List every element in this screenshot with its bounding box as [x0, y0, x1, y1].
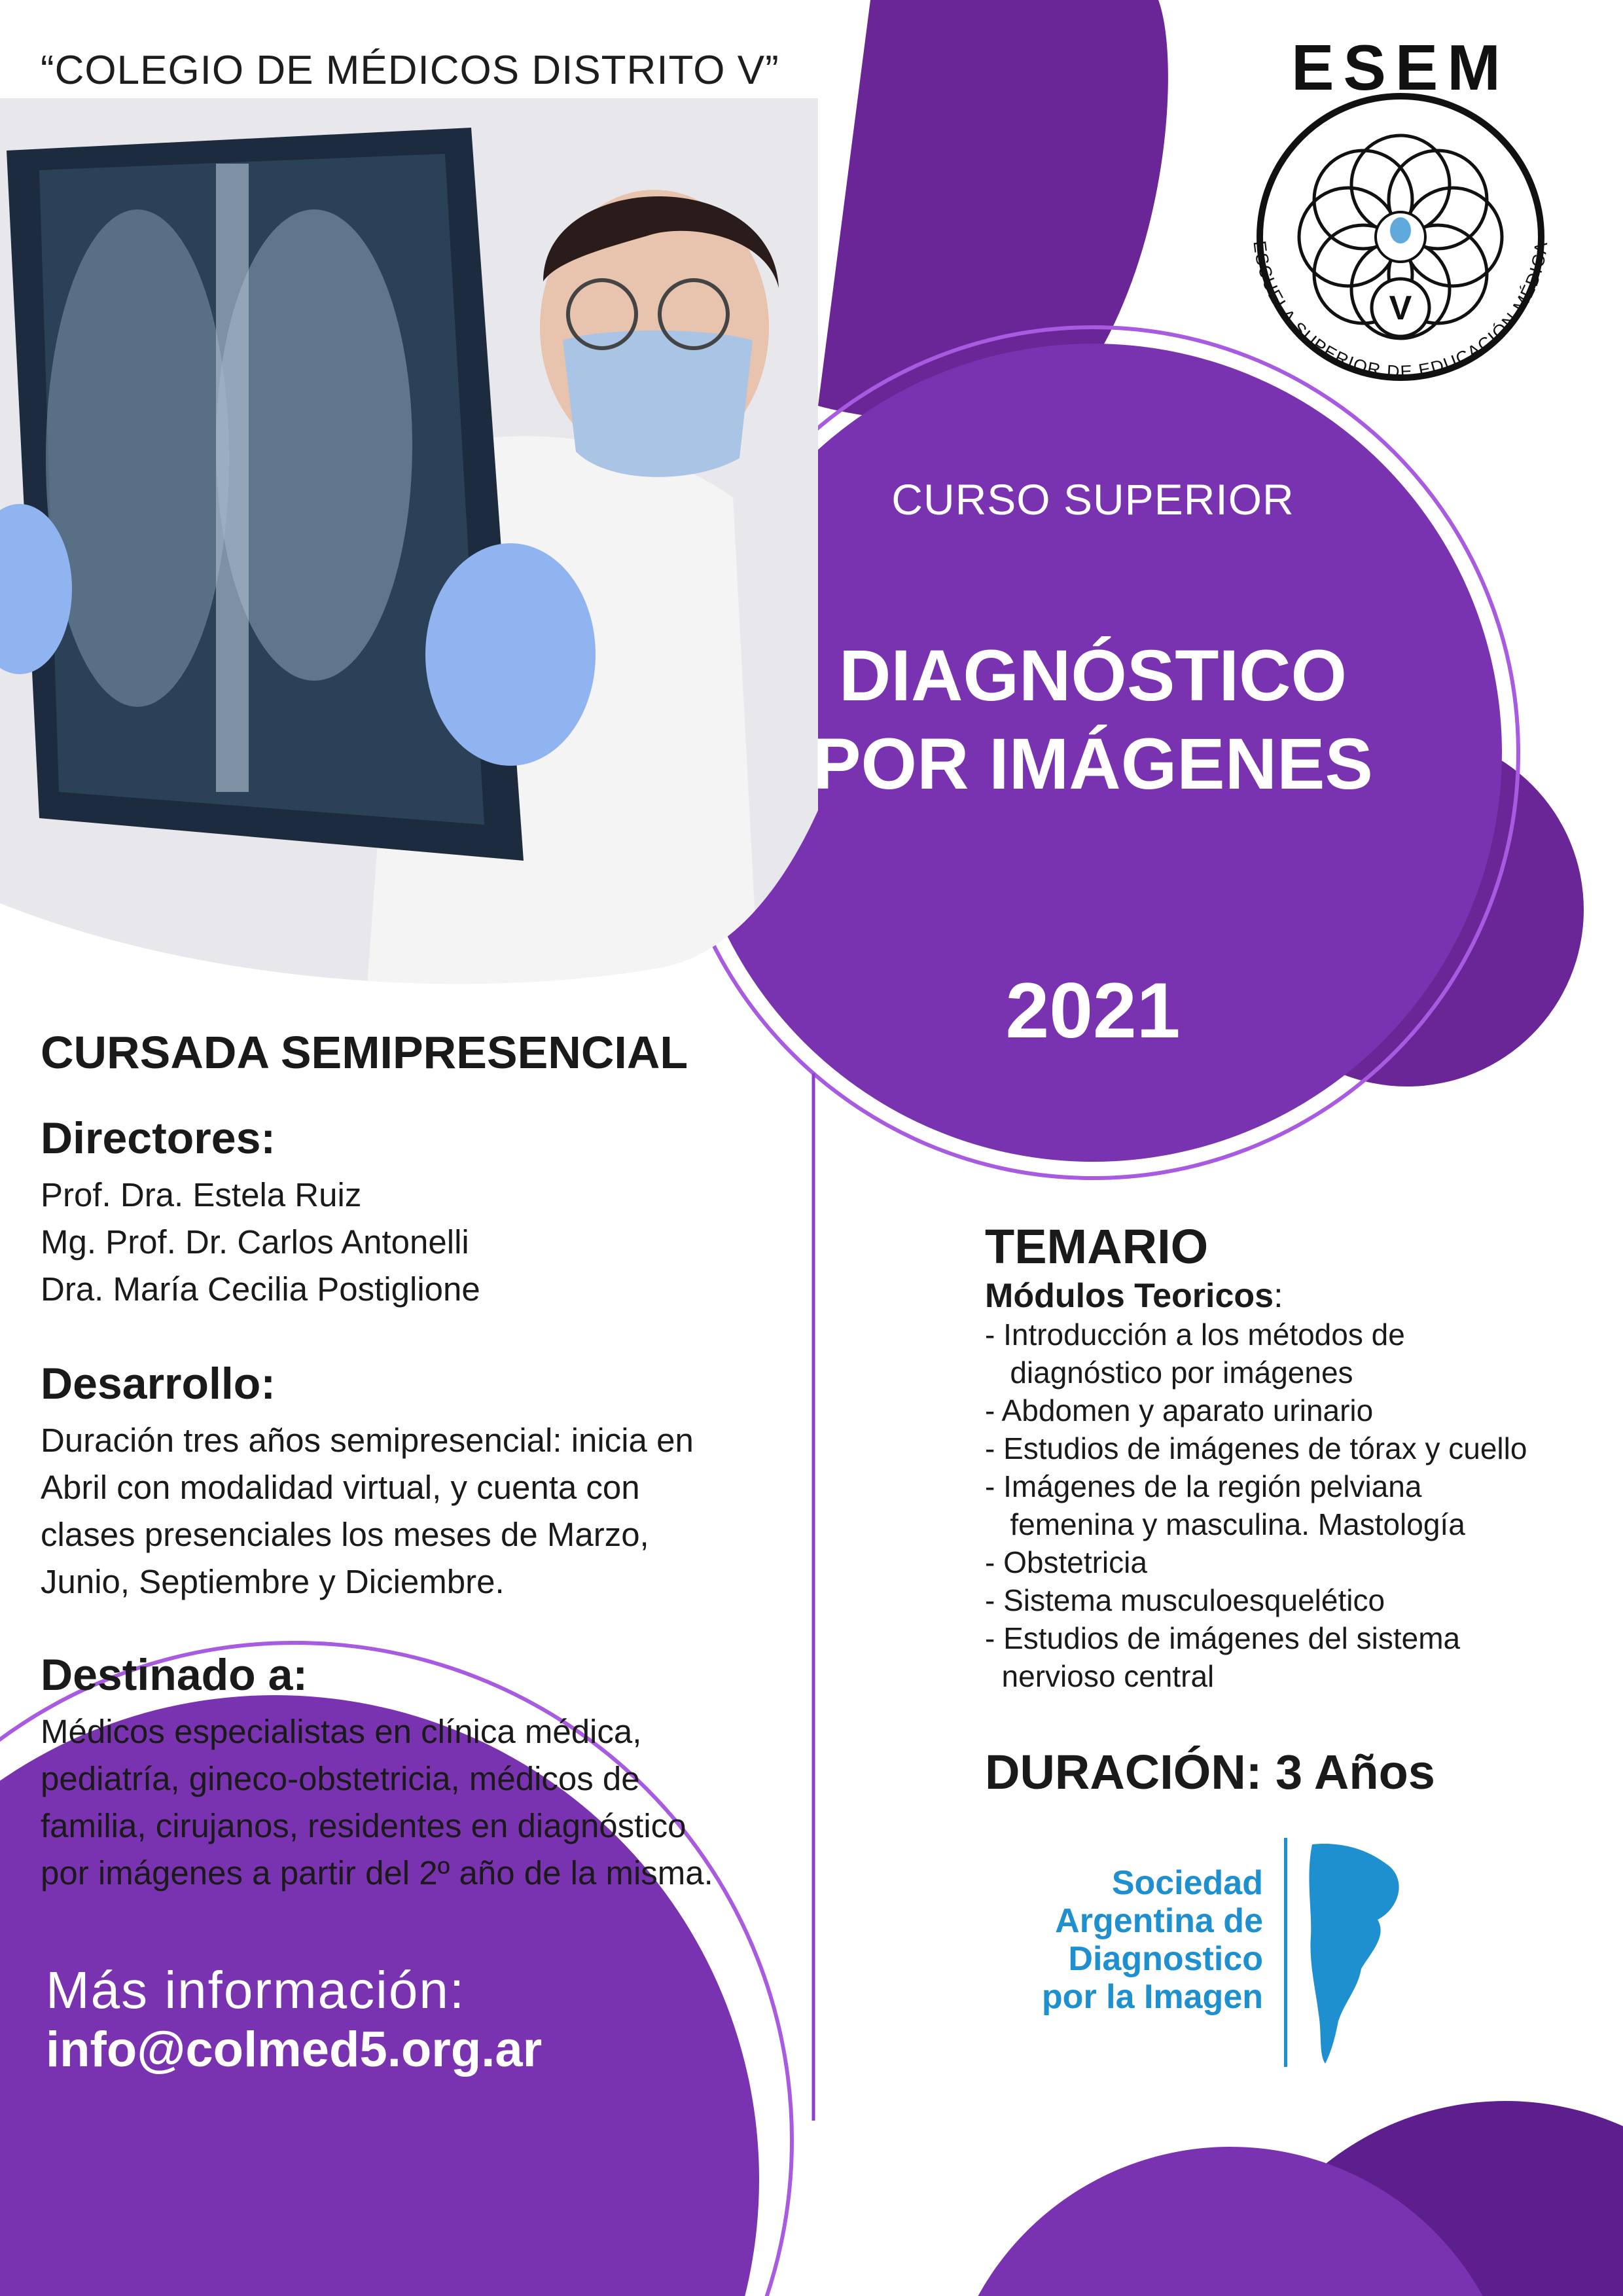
temario-item: - Sistema musculoesquelético	[985, 1583, 1385, 1617]
directores-list	[41, 1172, 793, 1313]
modulos-subheading-colon: :	[1274, 1277, 1283, 1315]
destinado-line: familia, cirujanos, residentes en diagnóstico	[41, 1807, 687, 1844]
desarrollo-heading: Desarrollo:	[41, 1359, 276, 1408]
esem-acronym: ESEM	[1291, 34, 1510, 103]
sadi-line-text: Argentina de	[1055, 1902, 1263, 1940]
temario-item: - Abdomen y aparato urinario	[985, 1393, 1374, 1427]
desarrollo-line: Duración tres años semipresencial: inicia en	[41, 1422, 694, 1459]
sadi-line-text: Diagnostico	[1068, 1940, 1263, 1978]
temario-heading: TEMARIO	[985, 1219, 1209, 1274]
temario-item: - Estudios de imágenes del sistema	[985, 1621, 1461, 1655]
modulos-subheading	[985, 1276, 1587, 1316]
sadi-line-text: por la Imagen	[1041, 1978, 1263, 2016]
esem-full-name: ESCUELA SUPERIOR DE EDUCACIÓN MÉDICA	[1249, 240, 1552, 382]
esem-logo	[1217, 34, 1584, 401]
course-title	[766, 632, 1420, 808]
contact-email-link[interactable]: info@colmed5.org.ar	[46, 2022, 543, 2077]
modulos-subheading-text: Módulos Teoricos	[985, 1277, 1274, 1315]
more-info-label: Más información:	[46, 1961, 466, 2019]
desarrollo-line: Junio, Septiembre y Diciembre.	[41, 1563, 505, 1600]
temario-item: - Estudios de imágenes de tórax y cuello	[985, 1431, 1527, 1465]
course-title-line1: DIAGNÓSTICO	[838, 636, 1347, 716]
duration-heading: DURACIÓN: 3 Años	[985, 1745, 1435, 1799]
sadi-divider	[1284, 1838, 1287, 2067]
destinado-line: Médicos especialistas en clínica médica,	[41, 1713, 642, 1750]
temario-item: - Introducción a los métodos de	[985, 1318, 1405, 1352]
director-name: Dra. María Cecilia Postiglione	[41, 1270, 480, 1308]
desarrollo-line: Abril con modalidad virtual, y cuenta con	[41, 1469, 640, 1506]
esem-emblem-letter: V	[1389, 289, 1412, 327]
temario-item: diagnóstico por imágenes	[985, 1355, 1353, 1390]
temario-item: - Obstetricia	[985, 1545, 1147, 1579]
destinado-line: por imágenes a partir del 2º año de la misma.	[41, 1854, 713, 1892]
course-year: 2021	[1005, 967, 1181, 1054]
temario-list	[985, 1316, 1587, 1695]
destinado-text	[41, 1708, 793, 1897]
course-title-line2: POR IMÁGENES	[813, 724, 1373, 804]
temario-item: femenina y masculina. Mastología	[985, 1507, 1465, 1541]
sadi-logo-text	[1001, 1864, 1263, 2016]
modality-heading: CURSADA SEMIPRESENCIAL	[41, 1027, 688, 1078]
director-name: Mg. Prof. Dr. Carlos Antonelli	[41, 1223, 469, 1261]
organization-title: “COLEGIO DE MÉDICOS DISTRITO V”	[41, 48, 779, 93]
temario-item: - Imágenes de la región pelviana	[985, 1469, 1422, 1503]
doctor-xray-photo	[0, 0, 818, 995]
desarrollo-text	[41, 1417, 793, 1605]
desarrollo-line: clases presenciales los meses de Marzo,	[41, 1516, 649, 1553]
argentina-map-icon	[1299, 1838, 1417, 2067]
course-kicker: CURSO SUPERIOR	[891, 475, 1294, 524]
directores-heading: Directores:	[41, 1113, 276, 1163]
destinado-heading: Destinado a:	[41, 1650, 308, 1700]
temario-item: nervioso central	[985, 1659, 1215, 1693]
destinado-line: pediatría, gineco-obstetricia, médicos de	[41, 1760, 640, 1797]
shield-icon	[1390, 217, 1411, 243]
director-name: Prof. Dra. Estela Ruiz	[41, 1176, 362, 1213]
sadi-line-text: Sociedad	[1111, 1864, 1263, 1902]
